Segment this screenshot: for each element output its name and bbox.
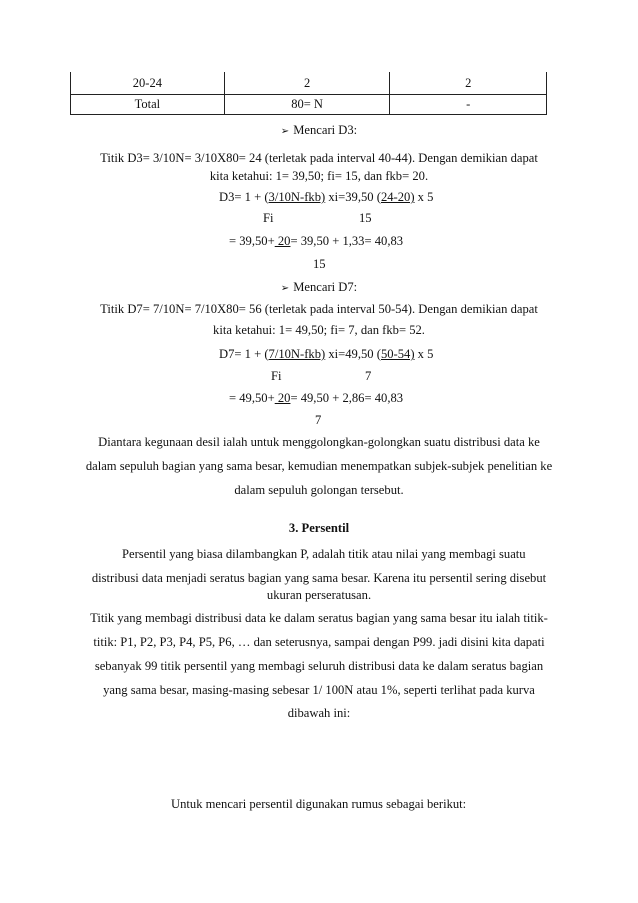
d7-calc-part: = 49,50 + 2,86= 40,83 xyxy=(290,391,404,405)
d3-denominator: 15 xyxy=(313,257,326,271)
d3-calc-part: = 39,50+ xyxy=(229,234,275,248)
desil-paragraph-line: dalam sepuluh golongan tersebut. xyxy=(234,483,404,497)
table-row xyxy=(71,72,547,95)
persentil-paragraph-line: titik: P1, P2, P3, P4, P5, P6, … dan seterusnya, sampai dengan P99. jadi disini kita dapati xyxy=(93,635,545,649)
d7-formula xyxy=(219,346,433,362)
d7-formula-part: D7= 1 + ( xyxy=(219,347,269,361)
d3-line2: kita ketahui: 1= 39,50; fi= 15, dan fkb= 20. xyxy=(209,169,429,183)
section-title: 3. Persentil xyxy=(288,521,350,535)
d7-formula-interval: 50-54) xyxy=(380,347,415,361)
d7-formula-part: x 5 xyxy=(414,347,434,361)
d3-fi-value: 15 xyxy=(359,211,372,225)
table-cell: 2 xyxy=(390,72,547,95)
d3-formula-numerator: 3/10N-fkb) xyxy=(268,190,326,204)
persentil-paragraph-line: Persentil yang biasa dilambangkan P, adalah titik atau nilai yang membagi suatu xyxy=(122,547,526,561)
d3-calculation xyxy=(229,233,403,249)
d7-calc-part: = 49,50+ xyxy=(229,391,275,405)
d3-calc-part: = 39,50 + 1,33= 40,83 xyxy=(290,234,404,248)
arrow-bullet-icon: ➢ xyxy=(280,283,290,294)
formula-intro: Untuk mencari persentil digunakan rumus sebagai berikut: xyxy=(171,797,467,811)
d3-formula xyxy=(219,189,433,205)
d7-denominator: 7 xyxy=(315,413,322,427)
d3-formula-part: x 5 xyxy=(414,190,434,204)
d7-formula-numerator: 7/10N-fkb) xyxy=(268,347,326,361)
table-cell: 80= N xyxy=(224,95,390,115)
desil-paragraph-line: dalam sepuluh bagian yang sama besar, kemudian menempatkan subjek-subjek penelitian ke xyxy=(85,459,553,473)
d3-heading-text: Mencari D3: xyxy=(293,123,358,137)
d3-calc-numerator: 20 xyxy=(274,234,291,248)
table-cell: Total xyxy=(71,95,225,115)
d7-heading-text: Mencari D7: xyxy=(293,280,358,294)
d7-fi-label: Fi xyxy=(271,369,282,383)
persentil-paragraph-line: yang sama besar, masing-masing sebesar 1/ 100N atau 1%, seperti terlihat pada kurva xyxy=(103,683,535,697)
d7-formula-part: xi=49,50 ( xyxy=(325,347,381,361)
d3-formula-part: D3= 1 + ( xyxy=(219,190,269,204)
d3-formula-interval: 24-20) xyxy=(380,190,415,204)
d3-line1: Titik D3= 3/10N= 3/10X80= 24 (terletak pada interval 40-44). Dengan demikian dapat xyxy=(100,151,538,165)
persentil-paragraph-line: sebanyak 99 titik persentil yang membagi seluruh distribusi data ke dalam seratus bagian xyxy=(94,659,544,673)
d3-fi-label: Fi xyxy=(263,211,274,225)
frequency-table xyxy=(70,72,547,115)
persentil-paragraph-line: dibawah ini: xyxy=(287,706,351,720)
table-cell: 20-24 xyxy=(71,72,225,95)
d7-calculation xyxy=(229,390,403,406)
table-cell: 2 xyxy=(224,72,390,95)
d7-line2: kita ketahui: 1= 49,50; fi= 7, dan fkb= 52. xyxy=(213,323,425,337)
d7-heading xyxy=(0,279,638,297)
persentil-paragraph-line: distribusi data menjadi seratus bagian yang sama besar. Karena itu persentil sering disebut xyxy=(91,571,547,585)
persentil-paragraph-line: Titik yang membagi distribusi data ke dalam seratus bagian yang sama besar itu ialah titik- xyxy=(90,611,548,625)
d7-line1: Titik D7= 7/10N= 7/10X80= 56 (terletak pada interval 50-54). Dengan demikian dapat xyxy=(100,302,538,316)
persentil-paragraph-line: ukuran perseratusan. xyxy=(266,588,372,602)
d3-formula-part: xi=39,50 ( xyxy=(325,190,381,204)
desil-paragraph-line: Diantara kegunaan desil ialah untuk menggolongkan-golongkan suatu distribusi data ke xyxy=(98,435,540,449)
arrow-bullet-icon: ➢ xyxy=(280,126,290,137)
table-row xyxy=(71,95,547,115)
d7-fi-value: 7 xyxy=(365,369,372,383)
d3-heading xyxy=(0,122,638,140)
d7-calc-numerator: 20 xyxy=(274,391,291,405)
table-cell: - xyxy=(390,95,547,115)
